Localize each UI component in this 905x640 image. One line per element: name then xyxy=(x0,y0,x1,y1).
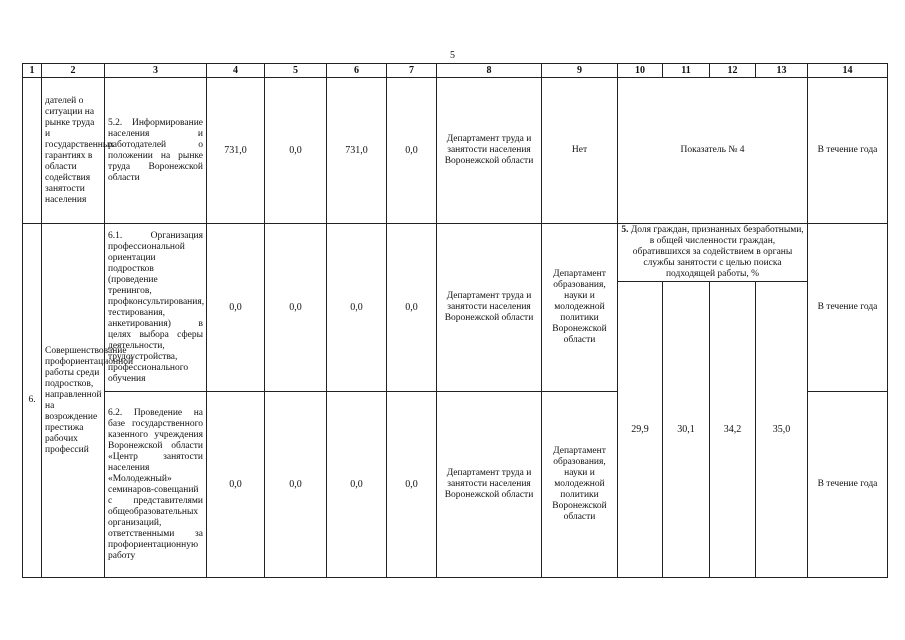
col-header: 6 xyxy=(327,64,387,78)
col-header: 12 xyxy=(710,64,756,78)
col-header: 7 xyxy=(387,64,437,78)
col-header: 13 xyxy=(756,64,808,78)
col-header: 5 xyxy=(265,64,327,78)
funding-regional: 731,0 xyxy=(327,78,387,224)
col-header: 4 xyxy=(207,64,265,78)
indicator-value-col10: 29,9 xyxy=(618,282,663,578)
indicator-text: Доля граждан, признанных безработными, в общей численности граждан, обратившихся за содействием в органы службы занятости с целью поиска подходящей работы, % xyxy=(630,225,804,279)
activity-name: 6.1. Организация профессиональной ориентации подростков (проведение тренингов, профконсультирования, тестирования, анкетирования) в целях выбора сферы деятельности, трудоустройства, профессионального обучения xyxy=(105,224,207,392)
funding-regional: 0,0 xyxy=(327,224,387,392)
deadline: В течение года xyxy=(808,78,888,224)
row-number: 6. xyxy=(23,224,42,578)
task-name: Совершенствование профориентационной работы среди подростков, направленной на возрождение престижа рабочих профессий xyxy=(42,224,105,578)
funding-local: 0,0 xyxy=(387,392,437,578)
col-header: 3 xyxy=(105,64,207,78)
funding-local: 0,0 xyxy=(387,224,437,392)
co-executor: Департамент образования, науки и молодежной политики Воронежской области xyxy=(542,392,618,578)
funding-total: 0,0 xyxy=(207,392,265,578)
activity-name: 6.2. Проведение на базе государственного казенного учреждения Воронежской области «Центр занятости населения «Молодежный» семинаров-совещаний с представителями общеобразовательных организаций, ответственными за профориентационную работу xyxy=(105,392,207,578)
indicator-number: 5. xyxy=(621,225,629,235)
indicator-title xyxy=(618,224,808,282)
funding-total: 731,0 xyxy=(207,78,265,224)
page-number: 5 xyxy=(450,50,455,61)
program-table xyxy=(22,63,888,578)
indicator-value-col11: 30,1 xyxy=(663,282,710,578)
col-header: 1 xyxy=(23,64,42,78)
col-header: 14 xyxy=(808,64,888,78)
indicator-value-col12: 34,2 xyxy=(710,282,756,578)
col-header: 10 xyxy=(618,64,663,78)
row-number xyxy=(23,78,42,224)
table-row xyxy=(23,224,888,282)
co-executor: Департамент образования, науки и молодежной политики Воронежской области xyxy=(542,224,618,392)
funding-federal: 0,0 xyxy=(265,78,327,224)
funding-total: 0,0 xyxy=(207,224,265,392)
responsible-executor: Департамент труда и занятости населения Воронежской области xyxy=(437,224,542,392)
indicator-value-col13: 35,0 xyxy=(756,282,808,578)
col-header: 8 xyxy=(437,64,542,78)
funding-local: 0,0 xyxy=(387,78,437,224)
deadline: В течение года xyxy=(808,392,888,578)
funding-federal: 0,0 xyxy=(265,392,327,578)
deadline: В течение года xyxy=(808,224,888,392)
task-name: дателей о ситуации на рынке труда и государственных гарантиях в области содействия занятости населения xyxy=(42,78,105,224)
responsible-executor: Департамент труда и занятости населения Воронежской области xyxy=(437,78,542,224)
col-header: 2 xyxy=(42,64,105,78)
indicator-ref: Показатель № 4 xyxy=(618,78,808,224)
col-header: 9 xyxy=(542,64,618,78)
funding-regional: 0,0 xyxy=(327,392,387,578)
header-row xyxy=(23,64,888,78)
col-header: 11 xyxy=(663,64,710,78)
responsible-executor: Департамент труда и занятости населения Воронежской области xyxy=(437,392,542,578)
co-executor: Нет xyxy=(542,78,618,224)
table-row xyxy=(23,78,888,224)
activity-name: 5.2. Информирование населения и работодателей о положении на рынке труда Воронежской области xyxy=(105,78,207,224)
funding-federal: 0,0 xyxy=(265,224,327,392)
